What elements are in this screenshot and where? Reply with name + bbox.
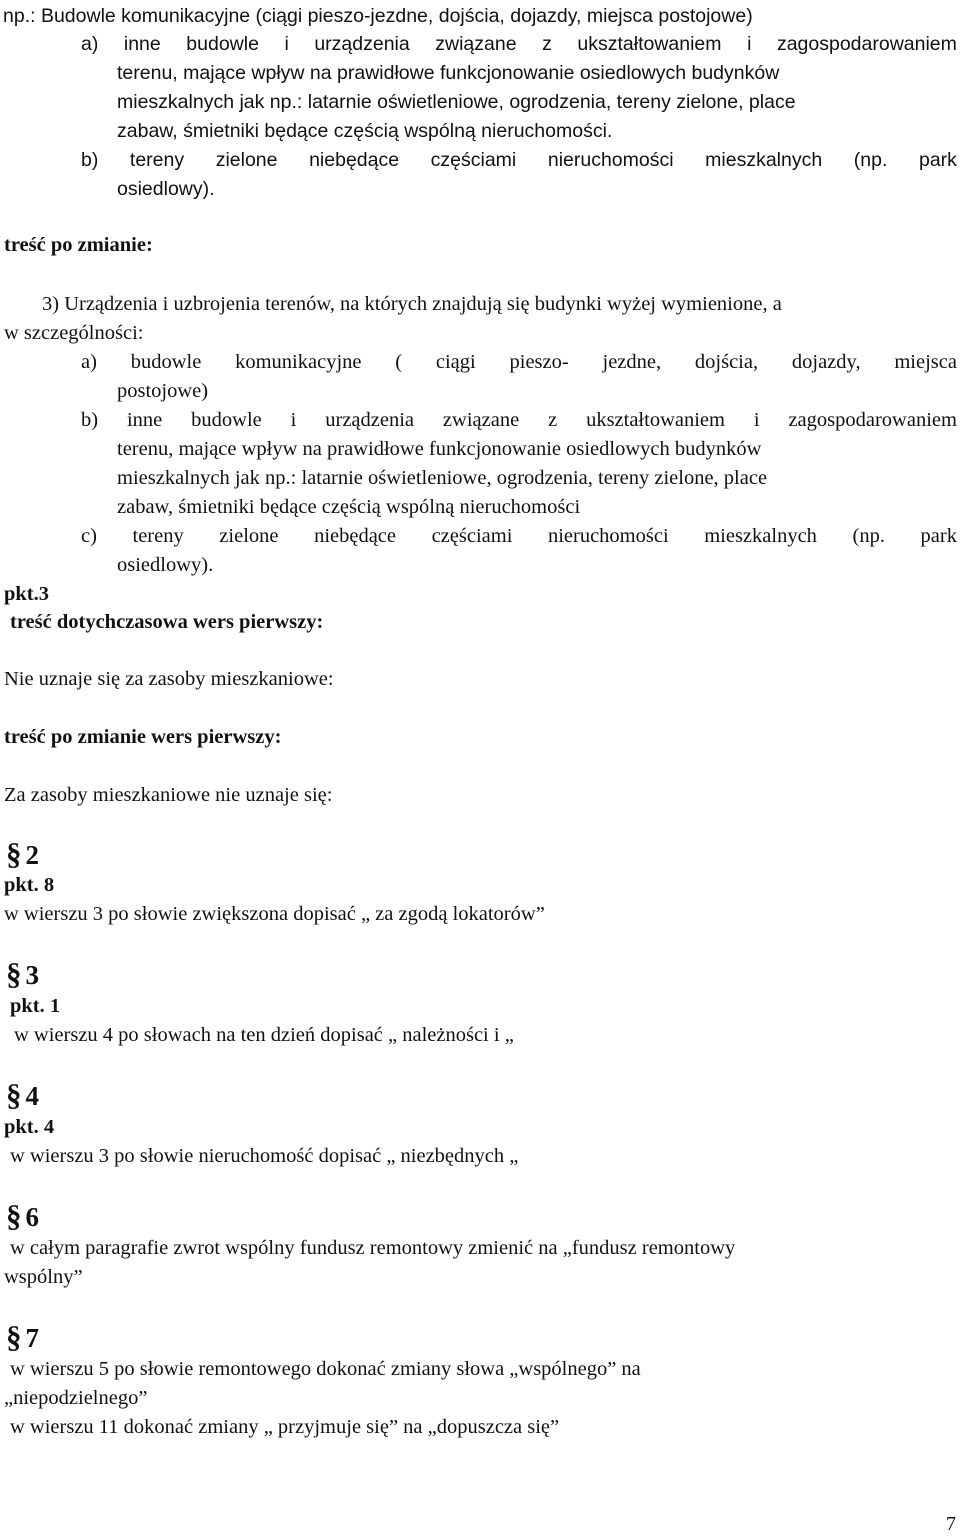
old-list-item-a-line2: terenu, mające wpływ na prawidłowe funkcjonowanie osiedlowych budynków <box>117 62 780 84</box>
word: i <box>284 33 289 55</box>
word: z <box>542 33 552 55</box>
word: ciągi <box>435 351 476 373</box>
section-7-line1: w wierszu 5 po słowie remontowego dokonać zmiany słowa „wspólnego” na <box>10 1358 641 1380</box>
section-3-heading <box>6 956 39 991</box>
section-6-line2: wspólny” <box>4 1266 83 1288</box>
old-list-item-b-line1 <box>81 148 957 172</box>
word: i <box>747 33 752 55</box>
page-number: 7 <box>946 1513 956 1535</box>
old-list-intro: np.: Budowle komunikacyjne (ciągi pieszo-jezdne, dojścia, dojazdy, miejsca postojowe) <box>3 5 753 27</box>
new-list-item-a-line1 <box>81 350 957 374</box>
word: częściami <box>430 149 517 171</box>
new-list-point3-line1: 3) Urządzenia i uzbrojenia terenów, na których znajdują się budynki wyżej wymienione, a <box>42 293 782 315</box>
pkt3-new-text: Za zasoby mieszkaniowe nie uznaje się: <box>4 784 333 806</box>
section-sign: § <box>6 1319 22 1354</box>
section-number: 4 <box>25 1081 39 1111</box>
section-7-line2: „niepodzielnego” <box>4 1387 148 1409</box>
section-sign: § <box>6 956 22 991</box>
section-number: 7 <box>25 1323 39 1353</box>
word: jezdne, <box>602 351 662 373</box>
word: budowle <box>130 351 202 373</box>
section-number: 3 <box>25 960 39 990</box>
new-list-item-b-line1 <box>81 408 957 432</box>
word: b) <box>81 149 99 171</box>
word: ( <box>395 351 403 373</box>
word: inne <box>123 33 161 55</box>
word: urządzenia <box>325 409 415 431</box>
word: (np. <box>852 525 885 547</box>
section-4-pkt: pkt. 4 <box>4 1116 55 1138</box>
word: niebędące <box>314 525 397 547</box>
section-2-heading <box>6 836 39 871</box>
word: nieruchomości <box>547 149 674 171</box>
word: budowle <box>191 409 262 431</box>
new-content-label <box>4 233 153 257</box>
new-list-item-a-line2: postojowe) <box>117 380 209 402</box>
word: park <box>918 149 957 171</box>
section-number: 2 <box>25 840 39 870</box>
section-6-line1: w całym paragrafie zwrot wspólny fundusz remontowy zmienić na „fundusz remontowy <box>10 1237 736 1259</box>
word: miejsca <box>894 351 957 373</box>
word: związane <box>442 409 520 431</box>
word: (np. <box>853 149 888 171</box>
new-list-point3-line2: w szczególności: <box>4 322 144 344</box>
section-3-pkt: pkt. 1 <box>10 995 61 1017</box>
word: zagospodarowaniem <box>776 33 957 55</box>
word: a) <box>81 351 97 373</box>
old-list-item-a-line3: mieszkalnych jak np.: latarnie oświetleniowe, ogrodzenia, tereny zielone, place <box>117 91 796 113</box>
section-2-pkt: pkt. 8 <box>4 874 55 896</box>
word: z <box>548 409 558 431</box>
word: komunikacyjne <box>235 351 362 373</box>
section-7-heading <box>6 1319 39 1354</box>
section-2-line1: w wierszu 3 po słowie zwiększona dopisać „ za zgodą lokatorów” <box>4 903 545 925</box>
section-number: 6 <box>25 1202 39 1232</box>
new-list-item-b-line2: terenu, mające wpływ na prawidłowe funkcjonowanie osiedlowych budynków <box>117 438 762 460</box>
word: i <box>290 409 297 431</box>
pkt3-old-label: treść dotychczasowa wers pierwszy: <box>10 611 324 633</box>
word: park <box>920 525 957 547</box>
word: c) <box>81 525 97 547</box>
new-list-item-b-line4: zabaw, śmietniki będące częścią wspólną nieruchomości <box>117 496 581 518</box>
word: ukształtowaniem <box>586 409 725 431</box>
word: inne <box>126 409 163 431</box>
word: pieszo- <box>509 351 569 373</box>
new-list-item-b-line3: mieszkalnych jak np.: latarnie oświetleniowe, ogrodzenia, tereny zielone, place <box>117 467 768 489</box>
word: zielone <box>215 149 278 171</box>
new-list-item-c-line2: osiedlowy). <box>117 554 214 576</box>
old-list-item-a-line4: zabaw, śmietniki będące częścią wspólną nieruchomości. <box>117 120 613 142</box>
pkt3-new-label: treść po zmianie wers pierwszy: <box>4 726 282 748</box>
word: tereny <box>132 525 184 547</box>
section-7-line3: w wierszu 11 dokonać zmiany „ przyjmuje się” na „dopuszcza się” <box>10 1416 560 1438</box>
word: b) <box>81 409 99 431</box>
pkt3-old-text: Nie uznaje się za zasoby mieszkaniowe: <box>4 668 334 690</box>
section-4-heading <box>6 1077 39 1112</box>
section-sign: § <box>6 836 22 871</box>
pkt3-label: pkt.3 <box>4 583 50 605</box>
word: częściami <box>431 525 513 547</box>
word: ukształtowaniem <box>577 33 722 55</box>
word: dojścia, <box>694 351 759 373</box>
word: urządzenia <box>314 33 410 55</box>
word: tereny <box>129 149 185 171</box>
word: niebędące <box>309 149 400 171</box>
section-6-heading <box>6 1198 39 1233</box>
new-list-item-c-line1 <box>81 524 957 548</box>
word: mieszkalnych <box>705 149 823 171</box>
section-sign: § <box>6 1198 22 1233</box>
old-list-item-b-line2: osiedlowy). <box>117 178 215 200</box>
word: nieruchomości <box>547 525 669 547</box>
word: zagospodarowaniem <box>788 409 957 431</box>
word: dojazdy, <box>791 351 861 373</box>
section-sign: § <box>6 1077 22 1112</box>
new-content-label-text: treść po zmianie: <box>4 234 153 256</box>
word: i <box>753 409 760 431</box>
old-list-item-a-line1 <box>81 32 957 56</box>
word: mieszkalnych <box>704 525 817 547</box>
section-3-line1: w wierszu 4 po słowach na ten dzień dopisać „ należności i „ <box>14 1024 514 1046</box>
section-4-line1: w wierszu 3 po słowie nieruchomość dopisać „ niezbędnych „ <box>10 1145 519 1167</box>
word: budowle <box>186 33 259 55</box>
word: a) <box>81 33 99 55</box>
word: zielone <box>219 525 279 547</box>
word: związane <box>435 33 517 55</box>
